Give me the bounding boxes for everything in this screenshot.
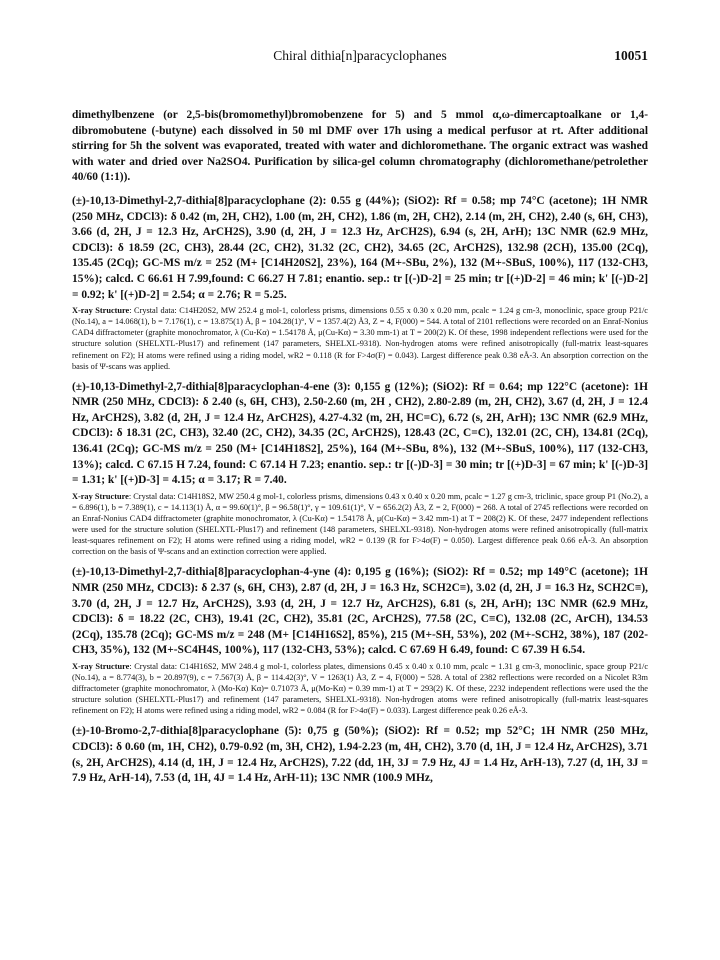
xray-text: : Crystal data: C14H20S2, MW 252.4 g mol-1, colorless prisms, dimensions 0.55 x 0.30 x 0.20 mm, ρcalc = 1.24 g cm-3, monoclinic, space group P21/c (No.14), a = 14.068(1), b = 7.176(1), c = 13.875(1) Å, β = 104.28(1)°, V = 1357.4(2) Å3, Z = 4, F(000) = 544. A total of 2101 reflections were recorded on an Enraf-Nonius CAD4 diffractometer (graphite monochromator, λ (Cu-Kα) = 1.54178 Å, μ(Cu-Kα) = 3.30 mm-1) at T = 200(2) K. Of these, 1998 independent reflections were used for the structure solution (SHELXTL-Plus17) and refinement (147 parameters, SHELXL-9318). Non-hydrogen atoms were refined anisotropically (full-matrix least-squares refinement on F2); H atoms were refined using a riding model, wR2 = 0.118 (R for F>4σ(F) = 0.043). Largest difference peak 0.38 eÅ-3. An absorption correction on the basis of Ψ-scans was applied. — [72, 306, 648, 371]
compound-2-paragraph — [72, 194, 648, 303]
compound-3-data: 0,155 g (12%); (SiO2): Rf = 0.64; mp 122°C (acetone): 1H NMR (250 MHz, CDCl3): δ 2.40 (s, 6H, CH3), 2.50-2.60 (m, 2H , CH2), 2.80-2.89 (m, 2H, CH2), 3.67 (d, 2H, J = 12.4 Hz, ArCH2S), 3.82 (d, 2H, J = 12.4 Hz, ArCH2S), 4.27-4.32 (m, 2H, HC=C), 6.72 (s, 2H, ArH); 13C NMR (62.9 MHz, CDCl3): δ 18.31 (2C, CH3), 32.40 (2C, CH2), 34.35 (2C, ArCH2S), 128.43 (2C, C=C), 132.01 (2C, CH), 134.81 (2Cq), 136.41 (2Cq); GC-MS m/z = 250 (M+ [C14H18S2], 25%), 164 (M+-SBu, 8%), 132 (M+-SBuS, 100%), 117 (132-CH3, 13%); calcd. C 67.15 H 7.24, found: C 67.14 H 7.23; enantio. sep.: tr [(-)D-3] = 30 min; tr [(+)D-3] = 67 min; k' [(-)D-3] = 1.31; k' [(+)D-3] = 4.15; α = 3.17; R = 7.40. — [72, 380, 649, 487]
xray-text: : Crystal data: C14H18S2, MW 250.4 g mol-1, colorless prisms, dimensions 0.43 x 0.40 x 0.20 mm, ρcalc = 1.27 g cm-3, triclinic, space group P1 (No.2), a = 6.896(1), b = 7.389(1), c = 14.113(1) Å, α = 99.60(1)°, β = 96.58(1)°, γ = 109.61(1)°, V = 656.2(2) Å3, Z = 2, F(000) = 268. A total of 2745 reflections were recorded on an Enraf-Nonius CAD4 diffractometer (graphite monochromator, λ (Cu-Kα) = 1.54178 Å, μ(Cu-Kα) = 3.42 mm-1) at T = 208(2) K. Of these, 2477 independent reflections were used for the structure solution (SHELXTL-Plus17) and refinement (148 parameters, SHELXL-9318). Non-hydrogen atoms were refined anisotropically (full-matrix least-squares refinement on F2); H atoms were refined using a riding model, wR2 = 0.139 (R for F>4σ(F) = 0.050). Largest difference peak 0.66 eÅ-3. An absorption correction on the basis of Ψ-scans and an extinction correction were applied. — [72, 491, 648, 557]
compound-2-name: (±)-10,13-Dimethyl-2,7-dithia[8]paracyclophane (2): — [72, 194, 327, 207]
article-body — [72, 108, 648, 795]
compound-2-xray — [72, 305, 648, 372]
page-header — [0, 48, 720, 68]
xray-label: X-ray Structure — [72, 306, 130, 316]
compound-5-paragraph — [72, 724, 648, 786]
xray-label: X-ray Structure — [72, 661, 130, 671]
running-title: Chiral dithia[n]paracyclophanes — [273, 48, 447, 63]
compound-3-name: (±)-10,13-Dimethyl-2,7-dithia[8]paracyclophan-4-ene (3): — [72, 380, 351, 393]
compound-4-xray — [72, 661, 648, 716]
page-number: 10051 — [614, 48, 648, 63]
compound-4-paragraph — [72, 565, 648, 659]
xray-label: X-ray Structure — [72, 491, 129, 501]
compound-5-data: 0,75 g (50%); (SiO2): Rf = 0.52; mp 52°C; 1H NMR (250 MHz, CDCl3): δ 0.60 (m, 1H, CH2), 0.79-0.92 (m, 3H, CH2), 1.94-2.23 (m, 4H, CH2), 3.70 (d, 1H, J = 12.4 Hz, ArCH2S), 3.71 (s, 2H, ArCH2S), 4.14 (d, 1H, J = 12.4 Hz, ArCH2S), 7.22 (dd, 1H, 3J = 7.9 Hz, 4J = 1.4 Hz, ArH-13), 7.27 (d, 1H, 3J = 7.9 Hz, ArH-14), 7.53 (d, 1H, 4J = 1.4 Hz, ArH-11); 13C NMR (100.9 MHz, — [72, 725, 648, 785]
compound-2-data: 0.55 g (44%); (SiO2): Rf = 0.58; mp 74°C (acetone); 1H NMR (250 MHz, CDCl3): δ 0.42 (m, 2H, CH2), 1.00 (m, 2H, CH2), 1.86 (m, 2H, CH2), 2.14 (m, 2H, CH2), 2.40 (s, 6H, CH3), 3.66 (d, 2H, J = 12.3 Hz, ArCH2S), 3.90 (d, 2H, J = 12.3 Hz, ArCH2S), 6.94 (s, 2H, ArH); 13C NMR (62.9 MHz, CDCl3): δ 18.59 (2C, CH3), 28.44 (2C, CH2), 31.32 (2C, CH2), 34.65 (2C, ArCH2S), 132.98 (2CH), 135.00 (2Cq), 135.45 (2Cq); GC-MS m/z = 252 (M+ [C14H20S2], 23%), 164 (M+-SBu, 2%), 132 (M+-SBuS, 100%), 117 (132-CH3, 15%); calcd. C 66.61 H 7.99,found: C 66.27 H 7.81; enantio. sep.: tr [(-)D-2] = 25 min; tr [(+)D-2] = 46 min; k' [(-)D-2] = 0.92; k' [(+)D-2] = 2.54; α = 2.76; R = 5.25. — [72, 194, 649, 301]
compound-4-name: (±)-10,13-Dimethyl-2,7-dithia[8]paracyclophan-4-yne (4): — [72, 566, 352, 579]
compound-5-name: (±)-10-Bromo-2,7-dithia[8]paracyclophane (5): — [72, 725, 302, 738]
intro-paragraph: dimethylbenzene (or 2,5-bis(bromomethyl)bromobenzene for 5) and 5 mmol α,ω-dimercaptoalkane or 1,4-dibromobutene (-butyne) each dissolved in 50 ml DMF over 17h using a medical perfusor at rt. After additional stirring for 5h the solvent was evaporated, treated with water and dichloromethane. The organic extract was washed with water and dried over Na2SO4. Purification by silica-gel column chromatography (dichloromethane/petrolether 40/60 (1:1)). — [72, 109, 648, 184]
xray-text: : Crystal data: C14H16S2, MW 248.4 g mol-1, colorless plates, dimensions 0.45 x 0.40 x 0.10 mm, ρcalc = 1.31 g cm-3, monoclinic, space group P21/c (No.14), a = 8.774(3), b = 20.897(9), c = 7.567(3) Å, β = 114.42(3)°, V = 1263(1) Å3, Z = 4, F(000) = 528. A total of 2382 reflections were recorded on a Nicolet R3m diffractometer (graphite monochromator, λ (Mo-Kα) Kα)= 0.71073 Å, μ(Mo-Kα) = 0.39 mm-1) at T = 293(2) K. Of these, 2232 independent reflections were used the the structure solution (SHELXTL-Plus17) and refinement (147 parameters, SHELXL-9318). Non-hydrogen atoms were refined anisotropically (full-matrix least-squares refinement on F2); H atoms were refined using a riding model, wR2 = 0.084 (R for F>4σ(F) = 0.033). Largest difference peak 0.26 eÅ-3. — [72, 661, 648, 716]
compound-4-data: 0,195 g (16%); (SiO2): Rf = 0.52; mp 149°C (acetone); 1H NMR (250 MHz, CDCl3): δ 2.37 (s, 6H, CH3), 2.87 (d, 2H, J = 16.3 Hz, SCH2C≡), 3.02 (d, 2H, J = 16.3 Hz, SCH2C≡), 3.70 (d, 2H, J = 12.7 Hz, ArCH2S), 3.93 (d, 2H, J = 12.7 Hz, ArCH2S), 6.81 (s, 2H, ArH); 13C NMR (62.9 MHz, CDCl3): δ = 18.22 (2C, CH3), 19.41 (2C, CH2), 35.81 (2C, ArCH2S), 77.58 (2C, C≡C), 132.08 (2C, ArCH), 134.53 (2Cq), 135.78 (2Cq); GC-MS m/z = 248 (M+ [C14H16S2], 85%), 215 (M+-SH, 53%), 202 (M+-SCH2, 38%), 187 (202-CH3, 35%), 132 (M+-SC4H4S, 100%), 117 (132-CH3, 53%); calcd. C 67.69 H 6.49, found: C 67.39 H 6.54. — [72, 566, 648, 657]
compound-3-xray — [72, 491, 648, 558]
compound-3-paragraph — [72, 380, 648, 489]
